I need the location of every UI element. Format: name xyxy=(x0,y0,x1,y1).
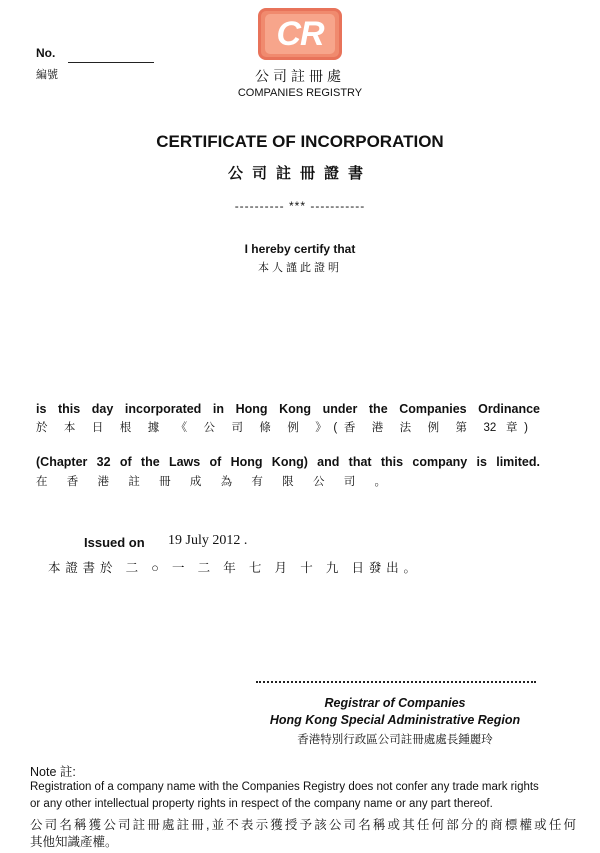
issued-date-zh: 本證書於 二 ○ 一 二 年 七 月 十 九 日發出。 xyxy=(48,561,416,575)
certificate-number-label-zh: 編號 xyxy=(36,69,58,81)
incorporation-line-1: is this day incorporated in Hong Kong under the Companies Ordinance xyxy=(36,402,540,416)
certificate-number-line xyxy=(68,62,154,63)
logo-inner xyxy=(265,14,335,54)
certificate-title-zh: 公司註冊證書 xyxy=(227,165,372,182)
incorporation-line-2-zh: 在 香 港 註 冊 成 為 有 限 公 司 。 xyxy=(36,476,386,488)
registrar-region: Hong Kong Special Administrative Region xyxy=(269,713,521,727)
registry-name-zh: 公司註冊處 xyxy=(255,68,345,84)
issued-on-label: Issued on xyxy=(84,535,145,550)
certificate-number-label: No. xyxy=(36,46,56,60)
certificate-title: CERTIFICATE OF INCORPORATION xyxy=(156,132,444,151)
note-text-en-line-1: Registration of a company name with the Companies Registry does not confer any trade mark rights xyxy=(30,781,539,793)
note-text-zh-line-2: 其他知識產權。 xyxy=(30,835,118,849)
signature-line xyxy=(256,681,536,683)
certify-statement: I hereby certify that xyxy=(244,242,356,256)
note-text-en-line-2: or any other intellectual property rights in respect of the company name or any part thereof. xyxy=(30,798,493,810)
registrar-title: Registrar of Companies xyxy=(324,696,466,710)
registrar-name-zh: 香港特別行政區公司註冊處處長鍾麗玲 xyxy=(297,734,493,746)
logo-text: CR xyxy=(276,14,324,53)
certify-statement-zh: 本人謹此證明 xyxy=(258,262,342,274)
registry-name-en: COMPANIES REGISTRY xyxy=(237,87,363,99)
incorporation-line-2: (Chapter 32 of the Laws of Hong Kong) and that this company is limited. xyxy=(36,455,540,469)
note-text-zh-line-1: 公司名稱獲公司註冊處註冊,並不表示獲授予該公司名稱或其任何部分的商標權或任何 xyxy=(30,818,576,832)
companies-registry-logo xyxy=(258,8,342,60)
incorporation-line-1-zh: 於 本 日 根 據 《 公 司 條 例 》(香 港 法 例 第 32 章) xyxy=(36,422,528,434)
issued-date: 19 July 2012 . xyxy=(168,533,248,548)
note-label: Note 註: xyxy=(30,765,76,779)
title-separator: ---------- *** ----------- xyxy=(234,199,366,213)
